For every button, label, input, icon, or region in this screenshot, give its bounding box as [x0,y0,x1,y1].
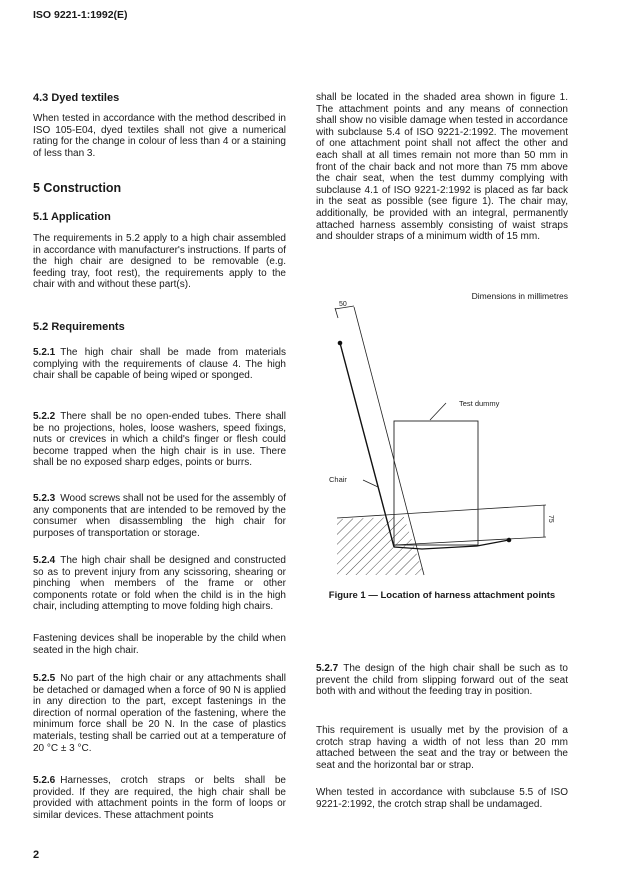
test-dummy-leader [430,403,446,420]
clause-text: No part of the high chair or any attachments shall be detached or damaged when a force of 90 N is applied in any direction to the part, except fastenings in the direction of normal operation of the fastening, where the minimum force shall be 20 N. In the case of plastics materials, testing shall be carried out at a temperature of 20 °C ± 3 °C. [33,673,286,754]
label-chair: Chair [329,475,347,484]
clause-number: 5.2.2 [33,411,56,422]
heading-5-2: 5.2 Requirements [33,321,125,333]
clause-text: Wood screws shall not be used for the assembly of any components that are intended to be removed by the consumer when disassembling the high chair for purposes of transportation or storage. [33,493,286,539]
label-75: 75 [547,515,554,523]
dimensions-note: Dimensions in millimetres [471,291,568,301]
document-header: ISO 9221-1:1992(E) [33,9,128,21]
dim-50-ext [335,308,338,318]
clause-number: 5.2.5 [33,673,56,684]
label-test-dummy: Test dummy [459,399,500,408]
offset-75-line [337,505,546,518]
paragraph-crotch-strap: This requirement is usually met by the provision of a crotch strap having a width of not less than 20 mm attached between the seat and the tray or between the seat and the horizontal bar or strap. [316,725,568,771]
figure-caption: Figure 1 — Location of harness attachment points [328,590,556,601]
paragraph-fastening: Fastening devices shall be inoperable by the child when seated in the high chair. [33,633,286,656]
paragraph-5-2-7 [316,663,568,698]
heading-5: 5 Construction [33,181,122,195]
page-number: 2 [33,849,40,861]
paragraph-4-3: When tested in accordance with the method described in ISO 105-E04, dyed textiles shall not give a numerical rating for the change in colour of less than 4 or a staining of less than 3. [33,113,286,159]
attachment-point-lower [507,538,512,543]
label-50: 50 [339,301,347,308]
clause-text: There shall be no open-ended tubes. There shall be no projections, holes, loose washers, speed fixings, nuts or crevices in which a child's finger or flesh could become trapped when the high chair is in use. There shall be no exposed sharp edges, points or burrs. [33,411,286,469]
clause-number: 5.2.1 [33,347,56,358]
clause-number: 5.2.3 [33,493,56,504]
attachment-point-upper [338,341,343,346]
paragraph-crotch-test: When tested in accordance with subclause 5.5 of ISO 9221-2:1992, the crotch strap shall be undamaged. [316,787,568,810]
clause-text: The high chair shall be made from materials complying with the requirements of clause 4. The high chair shall be capable of being wiped or sponged. [33,347,286,382]
chair-leader [363,480,378,487]
clause-number: 5.2.7 [316,663,339,674]
heading-5-1: 5.1 Application [33,211,111,223]
clause-number: 5.2.6 [33,775,56,786]
paragraph-5-1: The requirements in 5.2 apply to a high chair assembled in accordance with manufacturer's instructions. If parts of the high chair are designed to be removable (e.g. feeding tray, foot rest), the requirements apply to the chair with and without these part(s). [33,233,286,291]
clause-text: Harnesses, crotch straps or belts shall be provided. If they are required, the high chair shall be provided with attachment points in the form of loops or similar devices. These attachment points [33,775,286,821]
seat-reference-line [394,537,546,545]
clause-number: 5.2.4 [33,555,56,566]
clause-text: The design of the high chair shall be such as to prevent the child from slipping forward out of the seat both with and without the feeding tray in position. [316,663,568,698]
clause-text: The high chair shall be designed and constructed so as to prevent injury from any scissoring, shearing or pinching when members of the frame or other components rotate or fold when the child is in the high chair, including attempting to move folding high chairs. [33,555,286,613]
heading-4-3: 4.3 Dyed textiles [33,92,120,104]
paragraph-5-2-6-continued: shall be located in the shaded area shown in figure 1. The attachment points and any means of connection shall show no visible damage when tested in accordance with subclause 5.4 of ISO 9221-2:1992. The movement of one attachment point shall not affect the other and each shall at all times remain not more than 50 mm in front of the chair back and not more than 75 mm above the chair seat, when the test dummy complying with subclause 4.1 of ISO 9221-2:1992 is placed as far back in the seat as possible (see figure 1). The chair may, additionally, be provided with an integral, permanently attached harness assembly consisting of waist straps and shoulder straps of a minimum width of 15 mm. [316,92,568,243]
